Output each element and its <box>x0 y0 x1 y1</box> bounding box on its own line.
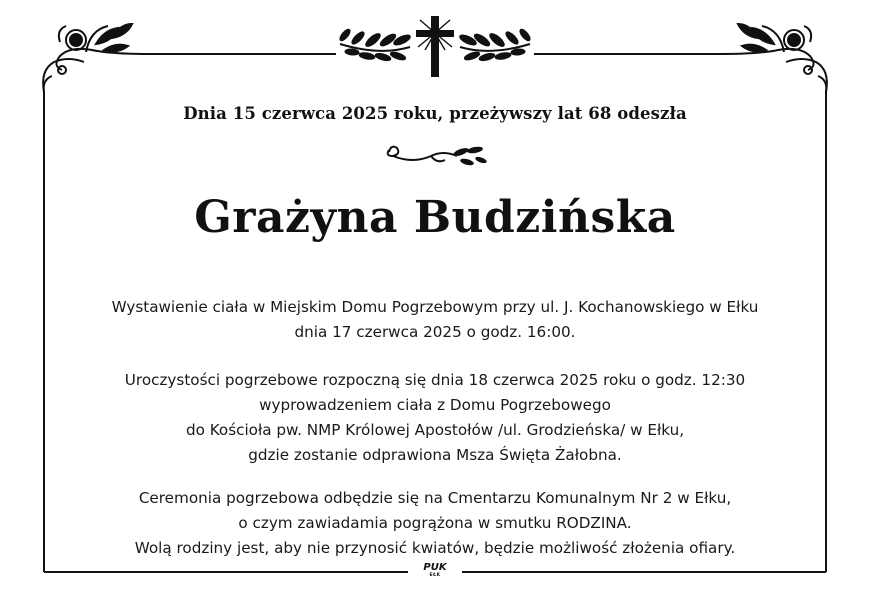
paragraph-line: dnia 17 czerwca 2025 o godz. 16:00. <box>294 323 576 341</box>
corner-flourish-icon <box>722 24 827 92</box>
paragraph-line: Uroczystości pogrzebowe rozpoczną się dnia 18 czerwca 2025 roku o godz. 12:30 <box>124 371 746 389</box>
viewing-paragraph <box>40 295 830 345</box>
paragraph-line: wyprowadzeniem ciała z Domu Pogrzebowego <box>259 396 611 414</box>
paragraph-line: gdzie zostanie odprawiona Msza Święta Żałobna. <box>248 446 622 464</box>
laurel-branch-icon <box>458 28 531 62</box>
paragraph-line: do Kościoła pw. NMP Królowej Apostołów /ul. Grodzieńska/ w Ełku, <box>185 421 685 439</box>
cross-icon <box>416 16 454 77</box>
paragraph-line: Wolą rodziny jest, aby nie przynosić kwiatów, będzie możliwość złożenia ofiary. <box>134 539 736 557</box>
paragraph-line: o czym zawiadamia pogrążona w smutku RODZINA. <box>238 514 632 532</box>
laurel-branch-icon <box>338 28 411 62</box>
death-intro-text: Dnia 15 czerwca 2025 roku, przeżywszy lat 68 odeszła <box>183 104 687 123</box>
burial-paragraph <box>40 486 830 561</box>
corner-flourish-icon <box>43 24 148 92</box>
logo-sub-text: EŁK <box>429 573 441 578</box>
company-logo <box>416 563 454 583</box>
paragraph-line: Wystawienie ciała w Miejskim Domu Pogrzebowym przy ul. J. Kochanowskiego w Ełku <box>111 298 759 316</box>
paragraph-line: Ceremonia pogrzebowa odbędzie się na Cmentarzu Komunalnym Nr 2 w Ełku, <box>138 489 732 507</box>
top-ornament <box>0 0 870 100</box>
ceremony-paragraph <box>40 368 830 468</box>
deceased-name: Grażyna Budzińska <box>194 192 676 243</box>
logo-main-text: PUK <box>423 562 447 573</box>
vine-divider-icon <box>383 140 489 170</box>
